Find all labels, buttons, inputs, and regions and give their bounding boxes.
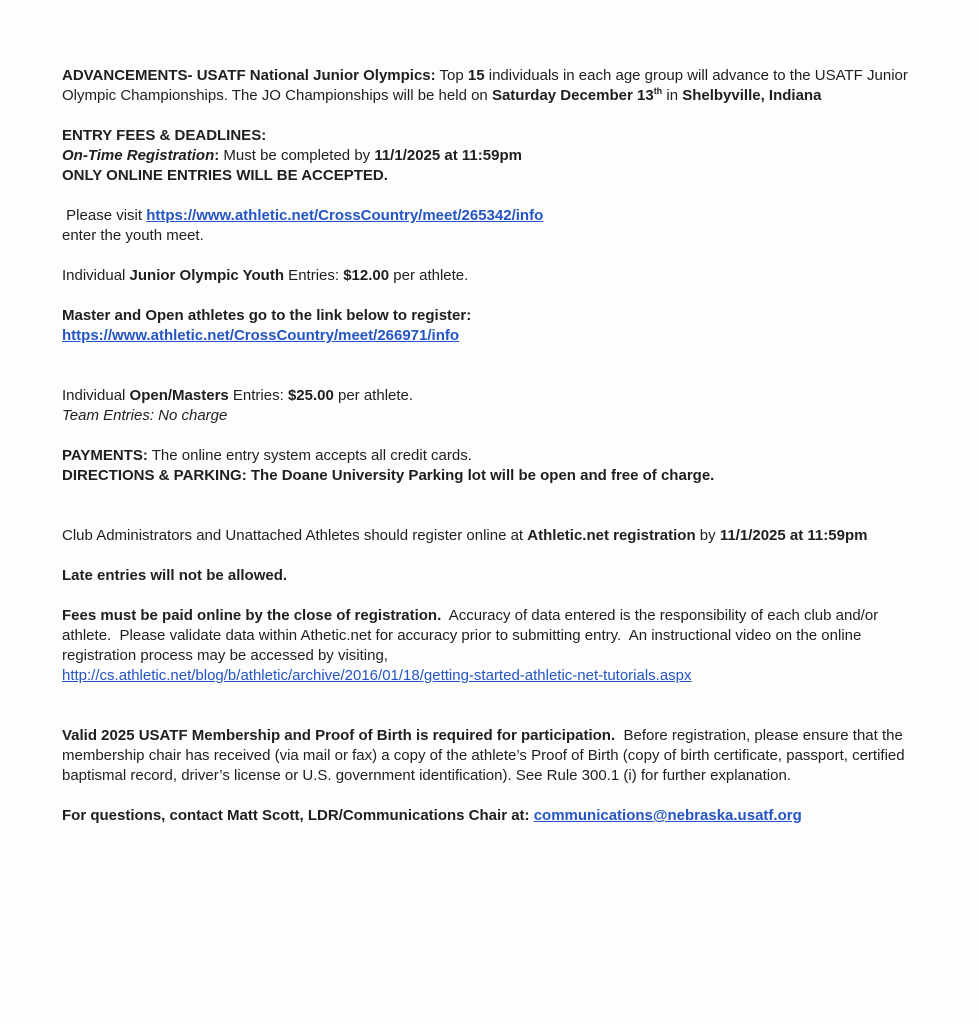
advancements-run-1: Top xyxy=(435,67,468,84)
club-admin-deadline: 11/1/2025 at 11:59pm xyxy=(719,527,868,544)
youth-fee-amount: $12.00 xyxy=(343,267,390,284)
late-entries-line xyxy=(62,566,920,586)
membership-line xyxy=(62,726,920,786)
directions-line xyxy=(62,466,920,486)
entry-fees-heading-line xyxy=(62,126,920,146)
masters-link-line xyxy=(62,326,920,346)
club-admin-platform: Athletic.net registration xyxy=(527,527,696,544)
masters-link-heading-line xyxy=(62,306,920,326)
youth-meet-link[interactable]: https://www.athletic.net/CrossCountry/meet/265342/info xyxy=(146,207,544,224)
paragraph-contact xyxy=(62,806,920,826)
club-admin-line xyxy=(62,526,920,546)
contact-text: For questions, contact Matt Scott, LDR/Communications Chair at: xyxy=(62,807,534,824)
advancements-text xyxy=(62,66,920,106)
directions-parking-text: DIRECTIONS & PARKING: The Doane University Parking lot will be open and free of charge. xyxy=(62,467,715,484)
team-entries-note: Team Entries: No charge xyxy=(62,407,228,424)
tutorials-link-line xyxy=(62,666,920,686)
masters-fee-category: Open/Masters xyxy=(129,387,229,404)
please-visit-text: Please visit xyxy=(62,207,147,224)
advance-count: 15 xyxy=(467,67,485,84)
paragraph-masters-fee xyxy=(62,386,920,426)
paragraph-advancements xyxy=(62,66,920,106)
membership-heading: Valid 2025 USATF Membership and Proof of Birth is required for participation. xyxy=(62,727,616,744)
on-time-label: On-Time Registration xyxy=(62,147,215,164)
payments-label: PAYMENTS: xyxy=(62,447,148,464)
paragraph-club-admin xyxy=(62,526,920,546)
youth-fee-run-3: per athlete. xyxy=(389,267,469,284)
on-time-deadline: 11/1/2025 at 11:59pm xyxy=(374,147,522,164)
ordinal-suffix: th xyxy=(653,86,663,96)
paragraph-fees-paid xyxy=(62,606,920,686)
youth-fee-category: Junior Olympic Youth xyxy=(129,267,285,284)
team-entries-line xyxy=(62,406,920,426)
paragraph-youth-link xyxy=(62,206,920,246)
masters-link-heading: Master and Open athletes go to the link below to register: xyxy=(62,307,472,324)
enter-youth-meet-line xyxy=(62,226,920,246)
late-entries-notice: Late entries will not be allowed. xyxy=(62,567,288,584)
fees-paid-heading: Fees must be paid online by the close of registration. xyxy=(62,607,442,624)
masters-meet-link[interactable]: https://www.athletic.net/CrossCountry/meet/266971/info xyxy=(62,327,460,344)
championship-location: Shelbyville, Indiana xyxy=(682,87,822,104)
contact-line xyxy=(62,806,920,826)
tutorials-link[interactable]: http://cs.athletic.net/blog/b/athletic/archive/2016/01/18/getting-started-athletic-net-tutorials.aspx xyxy=(62,667,692,684)
payments-line xyxy=(62,446,920,466)
paragraph-late-entries xyxy=(62,566,920,586)
payments-text: The online entry system accepts all credit cards. xyxy=(147,447,472,464)
paragraph-masters-link xyxy=(62,306,920,346)
masters-fee-run-3: per athlete. xyxy=(333,387,414,404)
membership-text: Before registration, please ensure that the membership chair has received (via mail or fax) a copy of the athlete’s Proof of Birth (copy of birth certificate, passport, certified baptismal record, driver’s license or U.S. government identification). See Rule 300.1 (i) for further explanation. xyxy=(62,727,909,784)
advancements-run-2: individuals in each age group will advance to the USATF Junior Olympic Championships. The JO Championships will be held on xyxy=(62,67,913,104)
youth-fee-run-2: Entries: xyxy=(284,267,344,284)
youth-fee-run-1: Individual xyxy=(62,267,130,284)
paragraph-entry-fees xyxy=(62,126,920,186)
club-admin-run-1: Club Administrators and Unattached Athletes should register online at xyxy=(62,527,528,544)
masters-fee-line xyxy=(62,386,920,406)
on-time-text: Must be completed by xyxy=(219,147,375,164)
advancements-heading: ADVANCEMENTS- USATF National Junior Olympics: xyxy=(62,67,436,84)
advancements-run-3: in xyxy=(662,87,683,104)
paragraph-membership xyxy=(62,726,920,786)
paragraph-payments xyxy=(62,446,920,486)
online-only-line xyxy=(62,166,920,186)
contact-email-link[interactable]: communications@nebraska.usatf.org xyxy=(533,807,802,824)
online-only-notice: ONLY ONLINE ENTRIES WILL BE ACCEPTED. xyxy=(62,167,388,184)
masters-fee-run-2: Entries: xyxy=(228,387,288,404)
please-visit-line xyxy=(62,206,920,226)
youth-fee-line xyxy=(62,266,920,286)
fees-paid-text: Accuracy of data entered is the responsibility of each club and/or athlete. Please validate data within Athetic.net for accuracy prior to submitting entry. An instructional video on the online registration process may be accessed by visiting, xyxy=(62,607,883,664)
enter-youth-meet-text: enter the youth meet. xyxy=(62,227,204,244)
entry-fees-heading: ENTRY FEES & DEADLINES: xyxy=(62,127,267,144)
masters-fee-run-1: Individual xyxy=(62,387,130,404)
fees-paid-line xyxy=(62,606,920,666)
on-time-colon: : xyxy=(214,147,220,164)
masters-fee-amount: $25.00 xyxy=(287,387,334,404)
on-time-registration-line xyxy=(62,146,920,166)
championship-date: Saturday December 13 xyxy=(491,87,654,104)
paragraph-youth-fee xyxy=(62,266,920,286)
club-admin-run-2: by xyxy=(695,527,720,544)
